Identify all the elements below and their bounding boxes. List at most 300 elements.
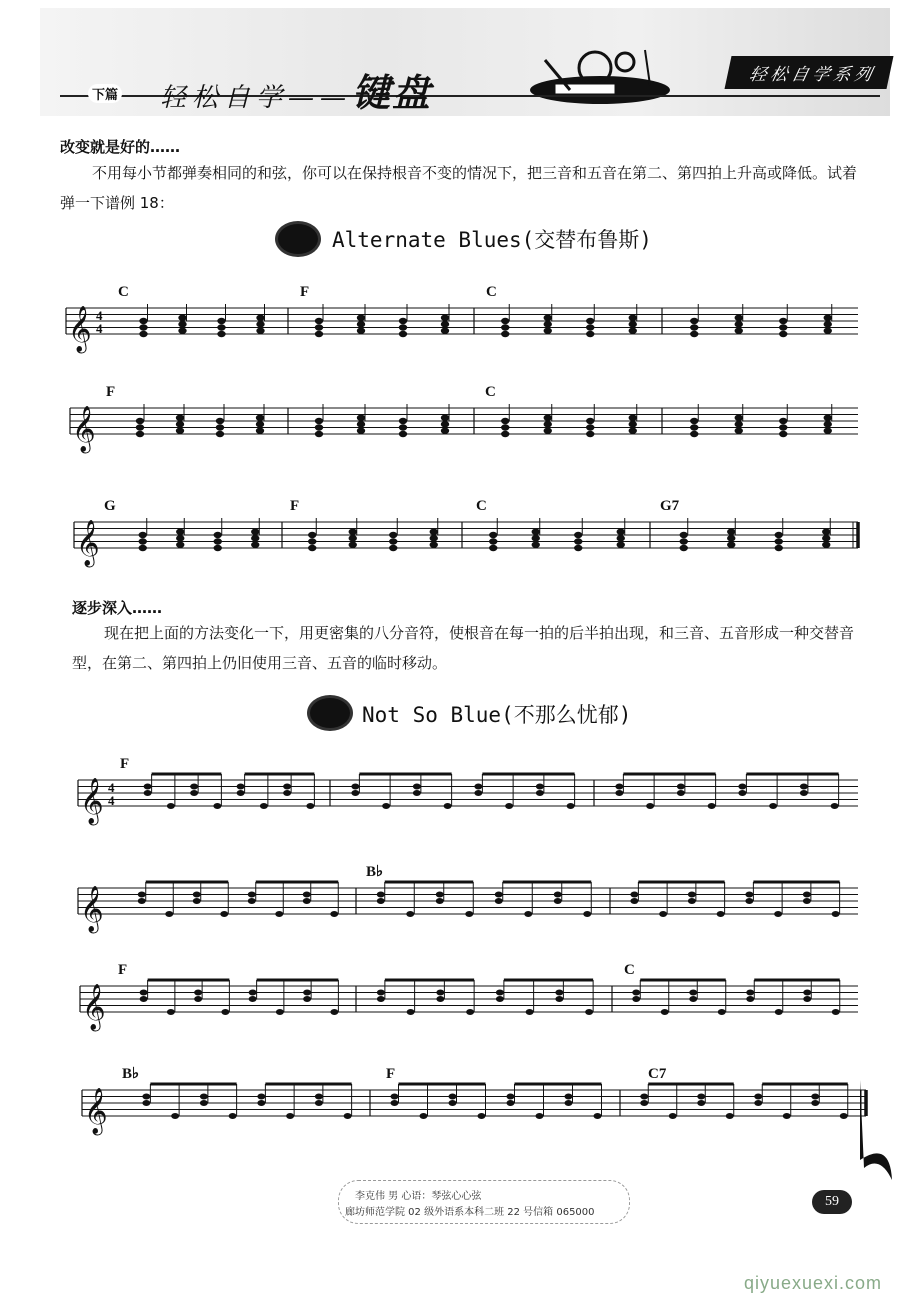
notehead xyxy=(441,415,449,421)
notehead xyxy=(735,428,743,434)
notehead xyxy=(680,538,688,544)
notehead xyxy=(441,421,449,427)
notehead xyxy=(377,990,385,996)
notehead xyxy=(303,898,311,904)
notehead xyxy=(824,321,832,327)
notehead xyxy=(489,532,497,538)
notehead xyxy=(283,790,291,796)
notehead xyxy=(138,898,146,904)
section-heading-2: 逐步深入…… xyxy=(72,599,163,617)
volume-label: 下篇 xyxy=(88,84,122,103)
notehead xyxy=(505,803,513,809)
notehead xyxy=(178,315,186,321)
notehead xyxy=(441,428,449,434)
notehead xyxy=(220,911,228,917)
notehead xyxy=(389,538,397,544)
notehead xyxy=(399,331,407,337)
time-sig-top: 4 xyxy=(108,780,115,795)
notehead xyxy=(256,428,264,434)
notehead xyxy=(630,892,638,898)
notehead xyxy=(377,996,385,1002)
notehead xyxy=(214,538,222,544)
page-header xyxy=(40,0,900,125)
notehead xyxy=(617,529,625,535)
notehead xyxy=(629,421,637,427)
notehead xyxy=(803,990,811,996)
notehead xyxy=(315,331,323,337)
notehead xyxy=(824,421,832,427)
notehead xyxy=(357,421,365,427)
notehead xyxy=(139,318,147,324)
notehead xyxy=(554,892,562,898)
notehead xyxy=(142,1094,150,1100)
title-ornament-1 xyxy=(278,224,318,254)
chord-symbol: F xyxy=(120,756,130,772)
notehead xyxy=(357,321,365,327)
notehead xyxy=(640,1100,648,1106)
notehead xyxy=(248,898,256,904)
notehead xyxy=(565,1100,573,1106)
section-paragraph-2: 现在把上面的方法变化一下，用更密集的八分音符，使根音在每一拍的后半拍出现，和三音、五音形成一种交替音型，在第二、第四拍上仍旧使用三音、五音的临时移动。 xyxy=(72,624,855,672)
notehead xyxy=(249,990,257,996)
notehead xyxy=(178,321,186,327)
notehead xyxy=(465,911,473,917)
notehead xyxy=(824,315,832,321)
staff-2 xyxy=(0,382,912,462)
notehead xyxy=(441,315,449,321)
treble-clef: 𝄞 xyxy=(82,984,106,1030)
book-title-main: 键盘 xyxy=(352,70,433,115)
notehead xyxy=(754,1094,762,1100)
notehead xyxy=(617,542,625,548)
chord-symbol: F xyxy=(118,962,128,978)
author-line-1: 李克伟 男 心语：琴弦心心弦 xyxy=(355,1191,482,1202)
notehead xyxy=(717,911,725,917)
notehead xyxy=(803,996,811,1002)
notehead xyxy=(251,529,259,535)
song-title-2: Not So Blue(不那么忧郁) xyxy=(362,703,632,727)
notehead xyxy=(745,892,753,898)
notehead xyxy=(139,532,147,538)
author-line-2: 廊坊师范学院 02 级外语系本科二班 22 号信箱 065000 xyxy=(345,1207,595,1218)
notehead xyxy=(779,331,787,337)
notehead xyxy=(783,1113,791,1119)
notehead xyxy=(629,328,637,334)
notehead xyxy=(565,1094,573,1100)
notehead xyxy=(436,996,444,1002)
watermark: qiyuexuexi.com xyxy=(743,1273,882,1293)
notehead xyxy=(822,535,830,541)
notehead xyxy=(216,424,224,430)
notehead xyxy=(544,428,552,434)
notehead xyxy=(735,421,743,427)
notehead xyxy=(176,415,184,421)
notehead xyxy=(824,415,832,421)
notehead xyxy=(136,418,144,424)
notehead xyxy=(214,532,222,538)
notehead xyxy=(507,1100,515,1106)
notehead xyxy=(775,538,783,544)
notehead xyxy=(315,324,323,330)
notehead xyxy=(399,324,407,330)
section-paragraph-1: 不用每小节都弹奏相同的和弦，你可以在保持根音不变的情况下，把三音和五音在第二、第四拍上升高或降低。试着弹一下谱例 18： xyxy=(60,164,858,212)
notehead xyxy=(800,790,808,796)
section-heading-1: 改变就是好的…… xyxy=(60,138,181,156)
flag-ornament xyxy=(850,1080,900,1190)
notehead xyxy=(775,545,783,551)
notehead xyxy=(632,990,640,996)
notehead xyxy=(544,321,552,327)
notehead xyxy=(357,428,365,434)
notehead xyxy=(501,324,509,330)
notehead xyxy=(413,790,421,796)
notehead xyxy=(496,996,504,1002)
notehead xyxy=(382,803,390,809)
notehead xyxy=(586,431,594,437)
notehead xyxy=(754,1100,762,1106)
notehead xyxy=(630,898,638,904)
chord-symbol: F xyxy=(106,384,116,400)
notehead xyxy=(690,418,698,424)
notehead xyxy=(779,418,787,424)
notehead xyxy=(822,529,830,535)
staff-5 xyxy=(0,862,912,942)
notehead xyxy=(629,428,637,434)
notehead xyxy=(532,535,540,541)
notehead xyxy=(399,418,407,424)
notehead xyxy=(389,532,397,538)
notehead xyxy=(251,535,259,541)
notehead xyxy=(677,784,685,790)
notehead xyxy=(237,790,245,796)
notehead xyxy=(286,1113,294,1119)
notehead xyxy=(677,790,685,796)
notehead xyxy=(308,538,316,544)
notehead xyxy=(646,803,654,809)
notehead xyxy=(708,803,716,809)
notehead xyxy=(165,911,173,917)
notehead xyxy=(399,424,407,430)
notehead xyxy=(436,898,444,904)
notehead xyxy=(680,532,688,538)
notehead xyxy=(727,535,735,541)
notehead xyxy=(276,1009,284,1015)
notehead xyxy=(615,790,623,796)
notehead xyxy=(779,318,787,324)
notehead xyxy=(474,784,482,790)
notehead xyxy=(257,1100,265,1106)
notehead xyxy=(832,911,840,917)
notehead xyxy=(351,784,359,790)
notehead xyxy=(139,331,147,337)
notehead xyxy=(640,1094,648,1100)
notehead xyxy=(444,803,452,809)
notehead xyxy=(544,415,552,421)
notehead xyxy=(315,1094,323,1100)
notehead xyxy=(330,1009,338,1015)
notehead xyxy=(544,328,552,334)
notehead xyxy=(389,545,397,551)
series-label: 轻松自学系列 xyxy=(724,56,893,89)
notehead xyxy=(669,1113,677,1119)
notehead xyxy=(136,424,144,430)
notehead xyxy=(554,898,562,904)
time-sig-top: 4 xyxy=(96,308,103,323)
notehead xyxy=(661,1009,669,1015)
notehead xyxy=(574,545,582,551)
notehead xyxy=(775,1009,783,1015)
notehead xyxy=(536,784,544,790)
notehead xyxy=(586,418,594,424)
notehead xyxy=(357,315,365,321)
notehead xyxy=(632,996,640,1002)
notehead xyxy=(430,535,438,541)
notehead xyxy=(256,328,264,334)
notehead xyxy=(629,415,637,421)
notehead xyxy=(303,996,311,1002)
notehead xyxy=(430,529,438,535)
notehead xyxy=(399,431,407,437)
notehead xyxy=(586,424,594,430)
notehead xyxy=(139,324,147,330)
notehead xyxy=(811,1100,819,1106)
book-title-prefix: 轻松自学 xyxy=(160,83,289,113)
chord-symbol: B♭ xyxy=(122,1066,140,1082)
notehead xyxy=(260,803,268,809)
notehead xyxy=(194,996,202,1002)
notehead xyxy=(377,898,385,904)
notehead xyxy=(775,532,783,538)
notehead xyxy=(824,428,832,434)
notehead xyxy=(140,996,148,1002)
notehead xyxy=(249,996,257,1002)
notehead xyxy=(727,529,735,535)
notehead xyxy=(176,428,184,434)
notehead xyxy=(430,542,438,548)
chord-symbol: F xyxy=(300,284,310,300)
notehead xyxy=(138,892,146,898)
notehead xyxy=(283,784,291,790)
notehead xyxy=(275,911,283,917)
notehead xyxy=(436,892,444,898)
notehead xyxy=(536,1113,544,1119)
notehead xyxy=(399,318,407,324)
time-sig-bottom: 4 xyxy=(108,793,115,808)
notehead xyxy=(217,318,225,324)
notehead xyxy=(735,415,743,421)
notehead xyxy=(406,911,414,917)
notehead xyxy=(474,790,482,796)
notehead xyxy=(407,1009,415,1015)
notehead xyxy=(583,911,591,917)
notehead xyxy=(811,1094,819,1100)
notehead xyxy=(697,1094,705,1100)
notehead xyxy=(214,545,222,551)
notehead xyxy=(478,1113,486,1119)
notehead xyxy=(840,1113,848,1119)
treble-clef: 𝄞 xyxy=(72,406,96,452)
notehead xyxy=(349,542,357,548)
notehead xyxy=(221,1009,229,1015)
notehead xyxy=(680,545,688,551)
notehead xyxy=(574,538,582,544)
notehead xyxy=(738,790,746,796)
treble-clef: 𝄞 xyxy=(80,886,104,932)
notehead xyxy=(688,892,696,898)
notehead xyxy=(190,784,198,790)
notehead xyxy=(726,1113,734,1119)
notehead xyxy=(303,990,311,996)
chord-symbol: C7 xyxy=(648,1066,667,1082)
chord-symbol: C xyxy=(118,284,129,300)
notehead xyxy=(769,803,777,809)
notehead xyxy=(315,418,323,424)
treble-clef: 𝄞 xyxy=(76,520,100,566)
notehead xyxy=(306,803,314,809)
notehead xyxy=(690,424,698,430)
notehead xyxy=(501,318,509,324)
notehead xyxy=(779,431,787,437)
notehead xyxy=(803,898,811,904)
staff-1 xyxy=(0,282,912,362)
notehead xyxy=(303,892,311,898)
treble-clef: 𝄞 xyxy=(84,1088,108,1134)
notehead xyxy=(832,1009,840,1015)
notehead xyxy=(357,415,365,421)
notehead xyxy=(727,542,735,548)
time-sig-bottom: 4 xyxy=(96,321,103,336)
notehead xyxy=(193,892,201,898)
notehead xyxy=(746,996,754,1002)
notehead xyxy=(567,803,575,809)
notehead xyxy=(822,542,830,548)
notehead xyxy=(495,892,503,898)
notehead xyxy=(594,1113,602,1119)
notehead xyxy=(413,784,421,790)
notehead xyxy=(688,898,696,904)
notehead xyxy=(586,331,594,337)
notehead xyxy=(315,318,323,324)
notehead xyxy=(167,803,175,809)
notehead xyxy=(256,421,264,427)
notehead xyxy=(216,418,224,424)
notehead xyxy=(217,324,225,330)
notehead xyxy=(690,324,698,330)
chord-symbol: C xyxy=(624,962,635,978)
song-title-1: Alternate Blues(交替布鲁斯) xyxy=(332,228,652,252)
notehead xyxy=(349,535,357,541)
notehead xyxy=(489,545,497,551)
treble-clef: 𝄞 xyxy=(80,778,104,824)
author-note xyxy=(338,1180,630,1224)
notehead xyxy=(544,315,552,321)
notehead xyxy=(690,431,698,437)
notehead xyxy=(176,542,184,548)
notehead xyxy=(544,421,552,427)
chord-symbol: G xyxy=(104,498,116,514)
notehead xyxy=(357,328,365,334)
notehead xyxy=(735,315,743,321)
notehead xyxy=(586,324,594,330)
notehead xyxy=(532,542,540,548)
chord-symbol: C xyxy=(485,384,496,400)
notehead xyxy=(217,331,225,337)
staff-6 xyxy=(0,960,912,1040)
staff-3 xyxy=(0,496,912,576)
notehead xyxy=(248,892,256,898)
notehead xyxy=(501,418,509,424)
notehead xyxy=(256,415,264,421)
notehead xyxy=(501,331,509,337)
notehead xyxy=(629,315,637,321)
notehead xyxy=(349,529,357,535)
notehead xyxy=(779,324,787,330)
notehead xyxy=(144,784,152,790)
notehead xyxy=(142,1100,150,1106)
notehead xyxy=(139,545,147,551)
notehead xyxy=(176,421,184,427)
notehead xyxy=(774,911,782,917)
notehead xyxy=(308,532,316,538)
notehead xyxy=(139,538,147,544)
notehead xyxy=(216,431,224,437)
staff-4 xyxy=(0,754,912,834)
notehead xyxy=(391,1094,399,1100)
notehead xyxy=(690,331,698,337)
notehead xyxy=(441,328,449,334)
notehead xyxy=(229,1113,237,1119)
notehead xyxy=(735,328,743,334)
notehead xyxy=(495,898,503,904)
notehead xyxy=(308,545,316,551)
notehead xyxy=(237,784,245,790)
notehead xyxy=(629,321,637,327)
notehead xyxy=(617,535,625,541)
notehead xyxy=(697,1100,705,1106)
notehead xyxy=(315,431,323,437)
notehead xyxy=(803,892,811,898)
page-number: 59 xyxy=(812,1190,852,1214)
notehead xyxy=(213,803,221,809)
notehead xyxy=(330,911,338,917)
notehead xyxy=(441,321,449,327)
notehead xyxy=(489,538,497,544)
notehead xyxy=(256,321,264,327)
notehead xyxy=(800,784,808,790)
notehead xyxy=(315,424,323,430)
notehead xyxy=(344,1113,352,1119)
chord-symbol: B♭ xyxy=(366,864,384,880)
notehead xyxy=(689,990,697,996)
notehead xyxy=(136,431,144,437)
notehead xyxy=(574,532,582,538)
notehead xyxy=(745,898,753,904)
notehead xyxy=(496,990,504,996)
notehead xyxy=(190,790,198,796)
treble-clef: 𝄞 xyxy=(68,306,92,352)
notehead xyxy=(746,990,754,996)
notehead xyxy=(256,315,264,321)
notehead xyxy=(507,1094,515,1100)
title-ornament-2 xyxy=(310,698,350,728)
notehead xyxy=(176,535,184,541)
book-title: 轻松自学——键盘 xyxy=(160,70,433,115)
notehead xyxy=(167,1009,175,1015)
notehead xyxy=(178,328,186,334)
chord-symbol: C xyxy=(476,498,487,514)
notehead xyxy=(689,996,697,1002)
notehead xyxy=(824,328,832,334)
